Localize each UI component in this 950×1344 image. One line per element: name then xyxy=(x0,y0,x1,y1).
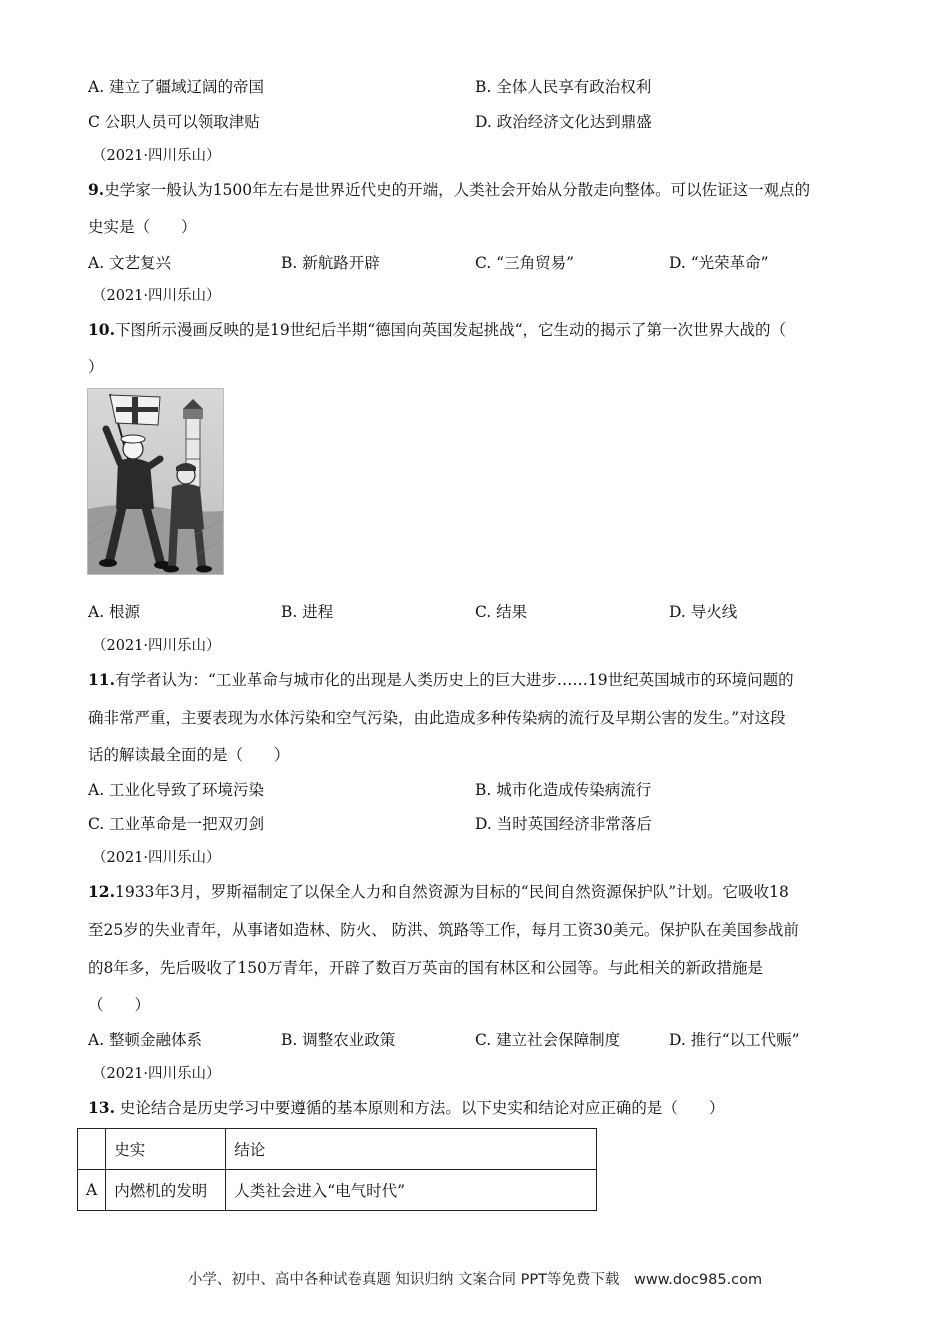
q11-text-line2: 确非常严重，主要表现为水体污染和空气污染，由此造成多种传染病的流行及早期公害的发生。”对这段 xyxy=(88,709,786,727)
q9-option-b: B. 新航路开辟 xyxy=(281,254,380,272)
q9-source: （2021·四川乐山） xyxy=(92,288,221,304)
table-cell: 人类社会进入“电气时代” xyxy=(226,1170,597,1211)
q10-option-a: A. 根源 xyxy=(88,603,141,621)
prev-option-a: A. 建立了疆域辽阔的帝国 xyxy=(88,78,265,96)
prev-source: （2021·四川乐山） xyxy=(92,148,221,164)
q11-option-b: B. 城市化造成传染病流行 xyxy=(475,781,652,799)
q11-number: 11. xyxy=(88,670,115,689)
table-header-row xyxy=(78,1129,597,1170)
table-cell: A xyxy=(78,1170,106,1211)
q11-option-a: A. 工业化导致了环境污染 xyxy=(88,781,265,799)
prev-option-b: B. 全体人民享有政治权利 xyxy=(475,78,652,96)
table-cell: 内燃机的发明 xyxy=(106,1170,226,1211)
q9-option-d: D. “光荣革命” xyxy=(669,254,769,272)
q12-option-b: B. 调整农业政策 xyxy=(281,1031,396,1049)
q11-source: （2021·四川乐山） xyxy=(92,850,221,866)
q11-option-d: D. 当时英国经济非常落后 xyxy=(475,815,652,833)
cartoon-drawing xyxy=(88,389,223,574)
table-header-cell: 史实 xyxy=(106,1129,226,1170)
q9-number: 9. xyxy=(88,180,105,199)
q11-option-c: C. 工业革命是一把双刃剑 xyxy=(88,815,265,833)
q10-text-line1: 10.下图所示漫画反映的是19世纪后半期“德国向英国发起挑战“，它生动的揭示了第一次世界大战的（ xyxy=(88,320,787,339)
q9-text-line2: 史实是（ ） xyxy=(88,218,197,236)
q10-option-d: D. 导火线 xyxy=(669,603,738,621)
q12-option-a: A. 整顿金融体系 xyxy=(88,1031,203,1049)
q10-number: 10. xyxy=(88,320,115,339)
q10-option-b: B. 进程 xyxy=(281,603,334,621)
cartoon-image xyxy=(87,388,224,575)
table-header-cell: 结论 xyxy=(226,1129,597,1170)
q10-text-line2: ） xyxy=(88,358,104,376)
q12-text-line3: 的8年多，先后吸收了150万青年，开辟了数百万英亩的国有林区和公园等。与此相关的新政措施是 xyxy=(88,959,763,977)
q12-text-line4: （ ） xyxy=(88,996,151,1014)
prev-option-d: D. 政治经济文化达到鼎盛 xyxy=(475,113,652,131)
table-row xyxy=(78,1170,597,1211)
q13-table xyxy=(77,1128,597,1211)
q9-option-c: C. “三角贸易” xyxy=(475,254,575,272)
q12-text-line1: 12.1933年3月，罗斯福制定了以保全人力和自然资源为目标的“民间自然资源保护队”计划。它吸收18 xyxy=(88,882,789,901)
q12-option-c: C. 建立社会保障制度 xyxy=(475,1031,621,1049)
q12-source: （2021·四川乐山） xyxy=(92,1066,221,1082)
q12-number: 12. xyxy=(88,882,115,901)
q13-text-line1: 13. 史论结合是历史学习中要遵循的基本原则和方法。以下史实和结论对应正确的是（ ） xyxy=(88,1098,725,1117)
q9-text-line1: 9.史学家一般认为1500年左右是世界近代史的开端，人类社会开始从分散走向整体。可以佐证这一观点的 xyxy=(88,180,811,199)
q12-text-line2: 至25岁的失业青年，从事诸如造林、防火、 防洪、筑路等工作，每月工资30美元。保护队在美国参战前 xyxy=(88,921,799,939)
prev-option-c: C 公职人员可以领取津贴 xyxy=(88,113,260,131)
q11-text-line1: 11.有学者认为：“工业革命与城市化的出现是人类历史上的巨大进步……19世纪英国城市的环境问题的 xyxy=(88,670,794,689)
table-header-cell xyxy=(78,1129,106,1170)
q13-number: 13. xyxy=(88,1098,115,1117)
q10-option-c: C. 结果 xyxy=(475,603,528,621)
q9-option-a: A. 文艺复兴 xyxy=(88,254,172,272)
q12-option-d: D. 推行“以工代赈” xyxy=(669,1031,800,1049)
q10-source: （2021·四川乐山） xyxy=(92,638,221,654)
q11-text-line3: 话的解读最全面的是（ ） xyxy=(88,746,290,764)
page-footer: 小学、初中、高中各种试卷真题 知识归纳 文案合同 PPT等免费下载 www.doc985.com xyxy=(187,1272,763,1288)
